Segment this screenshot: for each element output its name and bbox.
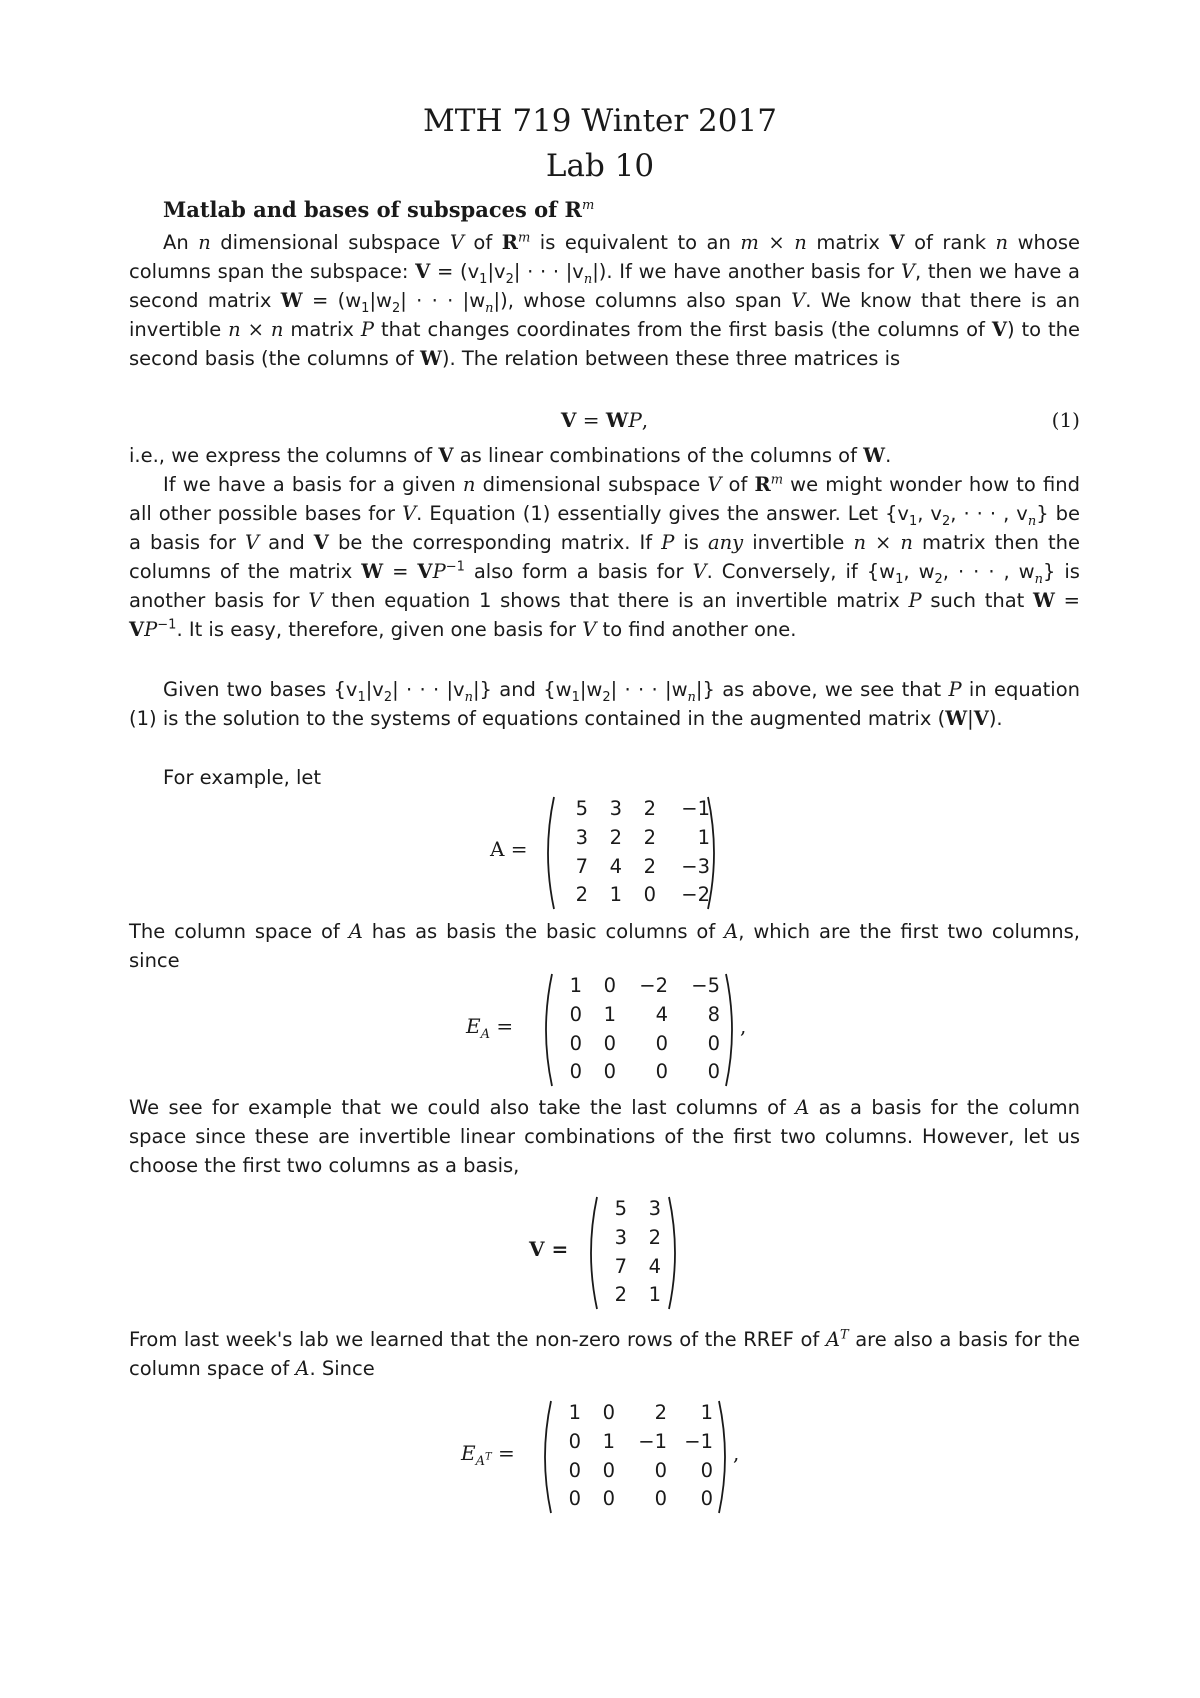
matrix-cell: 0 (655, 1031, 668, 1055)
matrix-eat-label: $E_{A^T}$ = (461, 1441, 515, 1469)
matrix-ea (460, 970, 750, 1090)
matrix-cell: 0 (602, 1458, 615, 1482)
matrix-cell: 0 (654, 1458, 667, 1482)
paragraph-7 (129, 1093, 1080, 1180)
matrix-cell: −2 (639, 974, 668, 997)
matrix-cell: 0 (603, 974, 616, 997)
right-paren-icon (665, 1193, 685, 1313)
paragraph-6 (129, 917, 1080, 975)
matrix-cell: 1 (609, 883, 622, 907)
matrix-cell: 1 (602, 1429, 615, 1453)
paragraph-5 (129, 763, 1080, 792)
matrix-cell: −1 (681, 797, 710, 820)
matrix-cell: 7 (575, 854, 588, 878)
matrix-eat-grid (551, 1399, 713, 1514)
document-subtitle: Lab 10 (545, 148, 655, 184)
matrix-v (525, 1193, 685, 1313)
matrix-cell: 0 (707, 1031, 720, 1055)
matrix-cell: 2 (648, 1225, 661, 1249)
matrix-cell: 5 (614, 1197, 627, 1220)
matrix-cell: 2 (609, 825, 622, 849)
matrix-v-label: V = (529, 1237, 569, 1261)
paragraph-4-text: Given two bases {$v_1|v_2|$ · · · $|v_n|$} and {$w_1|w_2|$ · · · $|w_n|$} as above, we see that P in equation (1) is the solution to the systems of equations contained in the augmented matrix (W|V). (129, 678, 1081, 731)
matrix-ea-comma: , (740, 1014, 747, 1038)
matrix-v-grid (597, 1195, 661, 1310)
matrix-a-grid (554, 795, 710, 910)
matrix-cell: 2 (643, 825, 656, 849)
matrix-cell: 0 (568, 1487, 581, 1511)
matrix-cell: −1 (684, 1429, 713, 1453)
right-paren-icon (722, 970, 742, 1090)
matrix-eat (455, 1397, 755, 1517)
matrix-cell: 0 (568, 1429, 581, 1453)
equation-1 (129, 405, 1080, 435)
matrix-cell: 0 (569, 1031, 582, 1055)
equation-1-number: (1) (1051, 408, 1080, 432)
paragraph-5-text: For example, let (163, 766, 322, 789)
paragraph-4 (129, 675, 1080, 733)
right-paren-icon (715, 1397, 735, 1517)
matrix-cell: 1 (648, 1283, 661, 1307)
paragraph-8 (129, 1325, 1080, 1383)
paragraph-2-text: i.e., we express the columns of V as linear combinations of the columns of W. (129, 444, 892, 467)
matrix-cell: 8 (707, 1002, 720, 1026)
matrix-cell: 3 (575, 825, 588, 849)
matrix-cell: 0 (643, 883, 656, 907)
matrix-cell: 1 (700, 1401, 713, 1424)
matrix-cell: 0 (602, 1401, 615, 1424)
paragraph-1-text: An n dimensional subspace V of $R^m$ is equivalent to an m × n matrix V of rank n whose columns span the subspace: $V = (v_1|v_2|$ · · · $|v_n|$). If we have another basis for V, then we have a second matrix $W = (w_1|w_2|$ · · · $|w_n|$), whose columns also span V. We know that there is an invertible n × n matrix P that changes coordinates from the first basis (the columns of V) to the second basis (the columns of W). The relation between these three matrices is (129, 230, 1081, 371)
matrix-cell: 2 (575, 883, 588, 907)
matrix-cell: 1 (568, 1401, 581, 1424)
matrix-cell: −2 (681, 883, 710, 907)
paragraph-2 (129, 441, 1080, 470)
matrix-cell: 0 (569, 1002, 582, 1026)
matrix-cell: 5 (575, 797, 588, 820)
matrix-cell: 3 (609, 797, 622, 820)
matrix-cell: 3 (614, 1225, 627, 1249)
right-paren-icon (704, 793, 724, 913)
document-title: MTH 719 Winter 2017 (423, 103, 777, 139)
matrix-cell: 2 (654, 1401, 667, 1424)
matrix-cell: 0 (707, 1060, 720, 1084)
matrix-cell: 1 (569, 974, 582, 997)
matrix-cell: 0 (654, 1487, 667, 1511)
matrix-cell: 0 (700, 1487, 713, 1511)
matrix-ea-label: $E_A$ = (466, 1014, 514, 1042)
paragraph-1 (129, 228, 1080, 373)
matrix-cell: 0 (603, 1031, 616, 1055)
paragraph-3 (129, 470, 1080, 645)
matrix-cell: 0 (700, 1458, 713, 1482)
matrix-cell: 0 (569, 1060, 582, 1084)
matrix-cell: −5 (691, 974, 720, 997)
matrix-ea-grid (552, 972, 720, 1087)
matrix-eat-comma: , (733, 1441, 740, 1465)
matrix-cell: 2 (643, 854, 656, 878)
matrix-cell: −1 (638, 1429, 667, 1453)
matrix-cell: 0 (568, 1458, 581, 1482)
section-heading: Matlab and bases of subspaces of $R^m$ (163, 197, 595, 222)
paragraph-8-text: From last week's lab we learned that the non-zero rows of the RREF of $A^T$ are also a basis for the column space of A. Since (129, 1327, 1081, 1381)
matrix-cell: 4 (609, 854, 622, 878)
matrix-cell: 1 (603, 1002, 616, 1026)
equation-1-body: V = WP, (560, 408, 649, 432)
matrix-a-label: A = (490, 837, 528, 861)
matrix-cell: 3 (648, 1197, 661, 1220)
matrix-cell: 1 (697, 825, 710, 849)
matrix-cell: 4 (655, 1002, 668, 1026)
matrix-cell: 2 (614, 1283, 627, 1307)
paragraph-3-text: If we have a basis for a given n dimensional subspace V of $R^m$ we might wonder how to find all other possible bases for V. Equation (1) essentially gives the answer. Let {$v_1$, $v_2$, · · · , $v_n$} be a basis for V and V be the corresponding matrix. If P is any invertible n × n matrix then the columns of the matrix $W = VP^{-1}$ also form a basis for V. Conversely, if {$w_1$, $w_2$, · · · , $w_n$} is another basis for V then equation 1 shows that there is an invertible matrix P such that $W = VP^{-1}$. It is easy, therefore, given one basis for V to find another one. (129, 472, 1081, 642)
matrix-cell: 0 (603, 1060, 616, 1084)
matrix-a (480, 793, 720, 913)
matrix-cell: 0 (655, 1060, 668, 1084)
matrix-cell: −3 (681, 854, 710, 878)
matrix-cell: 4 (648, 1254, 661, 1278)
paragraph-6-text: The column space of A has as basis the basic columns of A, which are the first two columns, since (129, 920, 1080, 973)
matrix-cell: 0 (602, 1487, 615, 1511)
paragraph-7-text: We see for example that we could also take the last columns of A as a basis for the column space since these are invertible linear combinations of the first two columns. However, let us choose the first two columns as a basis, (129, 1096, 1080, 1178)
matrix-cell: 7 (614, 1254, 627, 1278)
matrix-cell: 2 (643, 797, 656, 820)
